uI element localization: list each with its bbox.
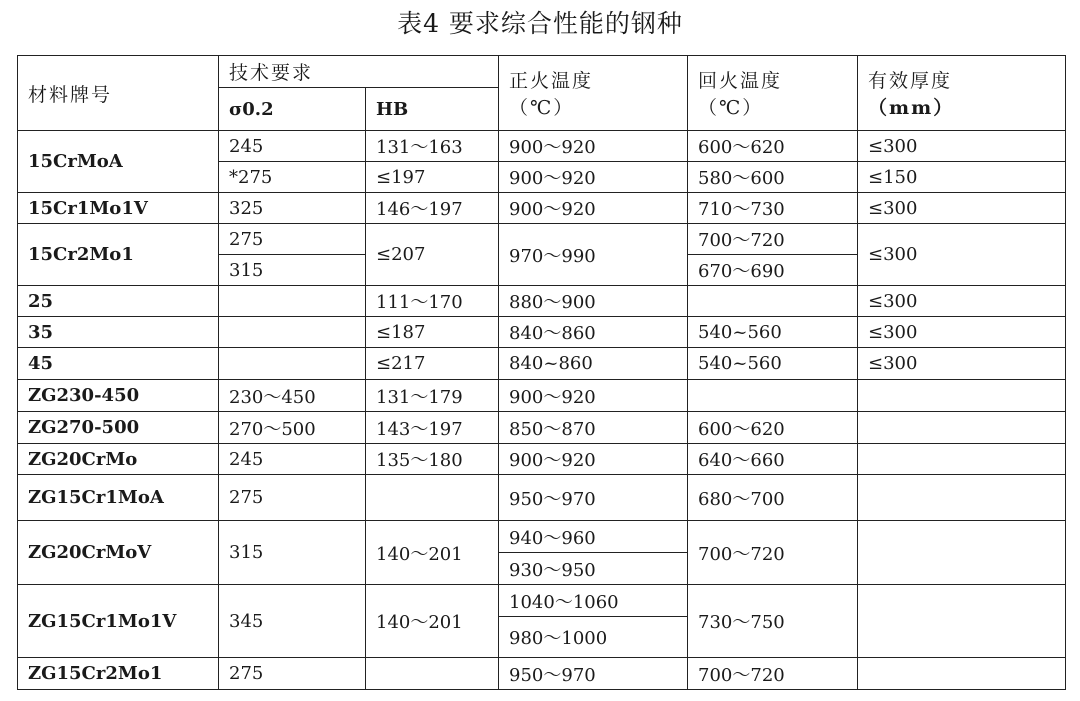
tempering-cell: 640～660 [688, 444, 858, 475]
normalizing-cell: 940～960 [499, 521, 688, 553]
sigma-cell: 315 [219, 255, 366, 286]
normalizing-cell: 1040～1060 [499, 585, 688, 617]
sigma-cell: *275 [219, 162, 366, 193]
hb-cell: ≤187 [366, 317, 499, 348]
thickness-cell [858, 521, 1066, 585]
sigma-cell [219, 286, 366, 317]
thickness-cell [858, 585, 1066, 658]
normalizing-cell: 930～950 [499, 553, 688, 585]
normalizing-cell: 950～970 [499, 475, 688, 521]
sigma-cell: 270～500 [219, 412, 366, 444]
header-normalizing [499, 56, 688, 131]
grade-cell: 35 [18, 317, 219, 348]
tempering-cell [688, 380, 858, 412]
grade-cell: ZG20CrMo [18, 444, 219, 475]
table-row [18, 585, 1066, 617]
thickness-cell: ≤300 [858, 286, 1066, 317]
header-tech: 技术要求 [219, 56, 499, 88]
grade-cell: ZG15Cr2Mo1 [18, 658, 219, 690]
header-normalizing-unit: （℃） [509, 97, 575, 119]
sigma-cell: 315 [219, 521, 366, 585]
hb-cell: 146～197 [366, 193, 499, 224]
normalizing-cell: 950～970 [499, 658, 688, 690]
sigma-cell: 230～450 [219, 380, 366, 412]
normalizing-cell: 880～900 [499, 286, 688, 317]
tempering-cell: 700～720 [688, 658, 858, 690]
table-row [18, 286, 1066, 317]
sigma-cell: 275 [219, 224, 366, 255]
thickness-cell [858, 412, 1066, 444]
normalizing-cell: 900～920 [499, 380, 688, 412]
grade-cell: ZG15Cr1MoA [18, 475, 219, 521]
tempering-cell: 710～730 [688, 193, 858, 224]
normalizing-cell: 900～920 [499, 162, 688, 193]
normalizing-cell: 970～990 [499, 224, 688, 286]
sigma-cell: 325 [219, 193, 366, 224]
sigma-cell: 345 [219, 585, 366, 658]
table-row [18, 317, 1066, 348]
tempering-cell: 700～720 [688, 521, 858, 585]
normalizing-cell: 900～920 [499, 444, 688, 475]
hb-cell: 131～163 [366, 131, 499, 162]
header-normalizing-label: 正火温度 [509, 70, 594, 92]
tempering-cell: 600～620 [688, 412, 858, 444]
sigma-cell [219, 317, 366, 348]
tempering-cell: 730～750 [688, 585, 858, 658]
grade-cell: ZG20CrMoV [18, 521, 219, 585]
thickness-cell [858, 444, 1066, 475]
header-material: 材料牌号 [18, 56, 219, 131]
normalizing-cell: 840～860 [499, 317, 688, 348]
normalizing-cell: 980～1000 [499, 617, 688, 658]
thickness-cell: ≤300 [858, 224, 1066, 286]
tempering-cell: 680～700 [688, 475, 858, 521]
sigma-cell: 245 [219, 444, 366, 475]
sigma-cell: 275 [219, 475, 366, 521]
sigma-cell [219, 348, 366, 380]
tempering-cell: 600～620 [688, 131, 858, 162]
hb-cell: ≤207 [366, 224, 499, 286]
hb-cell: 140～201 [366, 521, 499, 585]
grade-cell: 15CrMoA [18, 131, 219, 193]
header-tempering [688, 56, 858, 131]
tempering-cell [688, 286, 858, 317]
table-row [18, 131, 1066, 162]
table-row [18, 348, 1066, 380]
hb-cell: ≤217 [366, 348, 499, 380]
header-row [18, 56, 1066, 88]
grade-cell: 45 [18, 348, 219, 380]
thickness-cell [858, 658, 1066, 690]
header-hb: HB [366, 88, 499, 131]
table-row [18, 380, 1066, 412]
header-tempering-label: 回火温度 [698, 70, 783, 92]
normalizing-cell: 850～870 [499, 412, 688, 444]
grade-cell: 15Cr1Mo1V [18, 193, 219, 224]
normalizing-cell: 900～920 [499, 131, 688, 162]
table-caption: 表4 要求综合性能的钢种 [397, 9, 683, 38]
steel-grades-table [17, 55, 1066, 690]
thickness-cell [858, 475, 1066, 521]
sigma-cell: 245 [219, 131, 366, 162]
thickness-cell: ≤150 [858, 162, 1066, 193]
hb-cell: 135～180 [366, 444, 499, 475]
table-row [18, 658, 1066, 690]
tempering-cell: 540~560 [688, 317, 858, 348]
thickness-cell: ≤300 [858, 193, 1066, 224]
grade-cell: ZG230-450 [18, 380, 219, 412]
grade-cell: ZG270-500 [18, 412, 219, 444]
hb-cell [366, 475, 499, 521]
table-row [18, 521, 1066, 553]
hb-cell: ≤197 [366, 162, 499, 193]
tempering-cell: 700～720 [688, 224, 858, 255]
header-thickness-label: 有效厚度 [868, 70, 953, 92]
grade-cell: ZG15Cr1Mo1V [18, 585, 219, 658]
thickness-cell [858, 380, 1066, 412]
tempering-cell: 670～690 [688, 255, 858, 286]
header-tempering-unit: （℃） [698, 97, 764, 119]
thickness-cell: ≤300 [858, 348, 1066, 380]
table-row [18, 475, 1066, 521]
hb-cell: 140～201 [366, 585, 499, 658]
normalizing-cell: 840~860 [499, 348, 688, 380]
hb-cell [366, 658, 499, 690]
hb-cell: 143～197 [366, 412, 499, 444]
table-row [18, 193, 1066, 224]
tempering-cell: 580～600 [688, 162, 858, 193]
table-row [18, 444, 1066, 475]
hb-cell: 111～170 [366, 286, 499, 317]
hb-cell: 131～179 [366, 380, 499, 412]
header-thickness-unit: （mm） [868, 97, 955, 119]
tempering-cell: 540~560 [688, 348, 858, 380]
header-sigma: σ0.2 [219, 88, 366, 131]
thickness-cell: ≤300 [858, 131, 1066, 162]
grade-cell: 25 [18, 286, 219, 317]
grade-cell: 15Cr2Mo1 [18, 224, 219, 286]
header-thickness [858, 56, 1066, 131]
sigma-cell: 275 [219, 658, 366, 690]
normalizing-cell: 900～920 [499, 193, 688, 224]
table-row [18, 412, 1066, 444]
thickness-cell: ≤300 [858, 317, 1066, 348]
table-row [18, 224, 1066, 255]
